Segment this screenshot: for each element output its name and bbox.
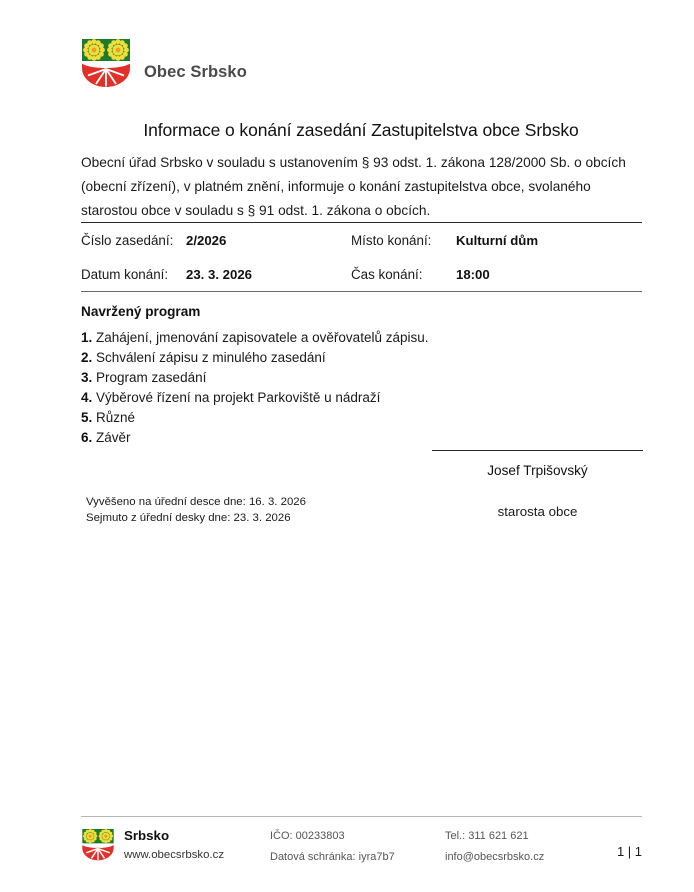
footer-phone: Tel.: 311 621 621	[445, 830, 529, 842]
document-header	[80, 36, 247, 88]
footer-website[interactable]: www.obecsrbsko.cz	[124, 849, 225, 861]
document-footer	[81, 816, 642, 868]
footer-identifiers-column	[270, 826, 445, 868]
page-title: Informace o konání zasedání Zastupitelstva obce Srbsko	[143, 120, 579, 140]
program-section	[81, 304, 551, 448]
program-item-text: Program zasedání	[96, 370, 207, 385]
table-row	[81, 257, 642, 291]
header-title: Obec Srbsko	[144, 63, 247, 81]
list-item	[81, 408, 551, 428]
program-item-number: 4.	[81, 390, 93, 405]
posting-dates	[86, 494, 306, 526]
meeting-details-table	[81, 222, 642, 292]
signature-line	[432, 450, 643, 451]
program-item-number: 6.	[81, 430, 93, 445]
program-item-text: Závěr	[96, 430, 131, 445]
program-item-number: 5.	[81, 410, 93, 425]
intro-paragraph: Obecní úřad Srbsko v souladu s ustanovením § 93 odst. 1. zákona 128/2000 Sb. o obcích (obecní zřízení), v platném znění, informuje o konání zastupitelstva obce, svolaného starostou obce v souladu s § 91 odst. 1. zákona o obcích.	[81, 155, 626, 218]
list-item	[81, 348, 551, 368]
value-meeting-number: 2/2026	[186, 232, 227, 248]
signature-role: starosta obce	[497, 504, 578, 519]
list-item	[81, 328, 551, 348]
srbsko-coat-of-arms-icon	[80, 36, 132, 88]
footer-email[interactable]: info@obecsrbsko.cz	[445, 851, 545, 863]
value-meeting-time: 18:00	[456, 266, 490, 282]
footer-brand-column	[124, 826, 270, 866]
page-number: 1 | 1	[616, 844, 642, 859]
program-item-number: 3.	[81, 370, 93, 385]
label-meeting-date: Datum konání:	[81, 266, 169, 282]
program-item-text: Zahájení, jmenování zapisovatele a ověřovatelů zápisu.	[96, 330, 429, 345]
value-meeting-place: Kulturní dům	[456, 232, 539, 248]
footer-contact-column	[445, 826, 642, 868]
table-row	[81, 223, 642, 257]
program-item-number: 1.	[81, 330, 93, 345]
label-meeting-time: Čas konání:	[351, 266, 423, 282]
list-item	[81, 368, 551, 388]
footer-brand: Srbsko	[124, 828, 170, 843]
label-meeting-number: Číslo zasedání:	[81, 232, 174, 248]
signature-block	[432, 450, 643, 519]
removed-date: Sejmuto z úřední desky dne: 23. 3. 2026	[86, 512, 291, 524]
footer-ico: IČO: 00233803	[270, 830, 345, 842]
srbsko-coat-of-arms-icon	[81, 827, 115, 861]
program-item-text: Schválení zápisu z minulého zasedání	[96, 350, 326, 365]
program-item-text: Různé	[96, 410, 136, 425]
list-item	[81, 428, 551, 448]
list-item	[81, 388, 551, 408]
program-item-text: Výběrové řízení na projekt Parkoviště u nádraží	[96, 390, 381, 405]
value-meeting-date: 23. 3. 2026	[186, 266, 252, 282]
posted-date: Vyvěšeno na úřední desce dne: 16. 3. 2026	[86, 496, 306, 508]
program-item-number: 2.	[81, 350, 93, 365]
label-meeting-place: Místo konání:	[351, 232, 432, 248]
footer-databox: Datová schránka: iyra7b7	[270, 851, 395, 863]
program-heading: Navržený program	[81, 304, 201, 319]
signature-name: Josef Trpišovský	[487, 463, 588, 478]
